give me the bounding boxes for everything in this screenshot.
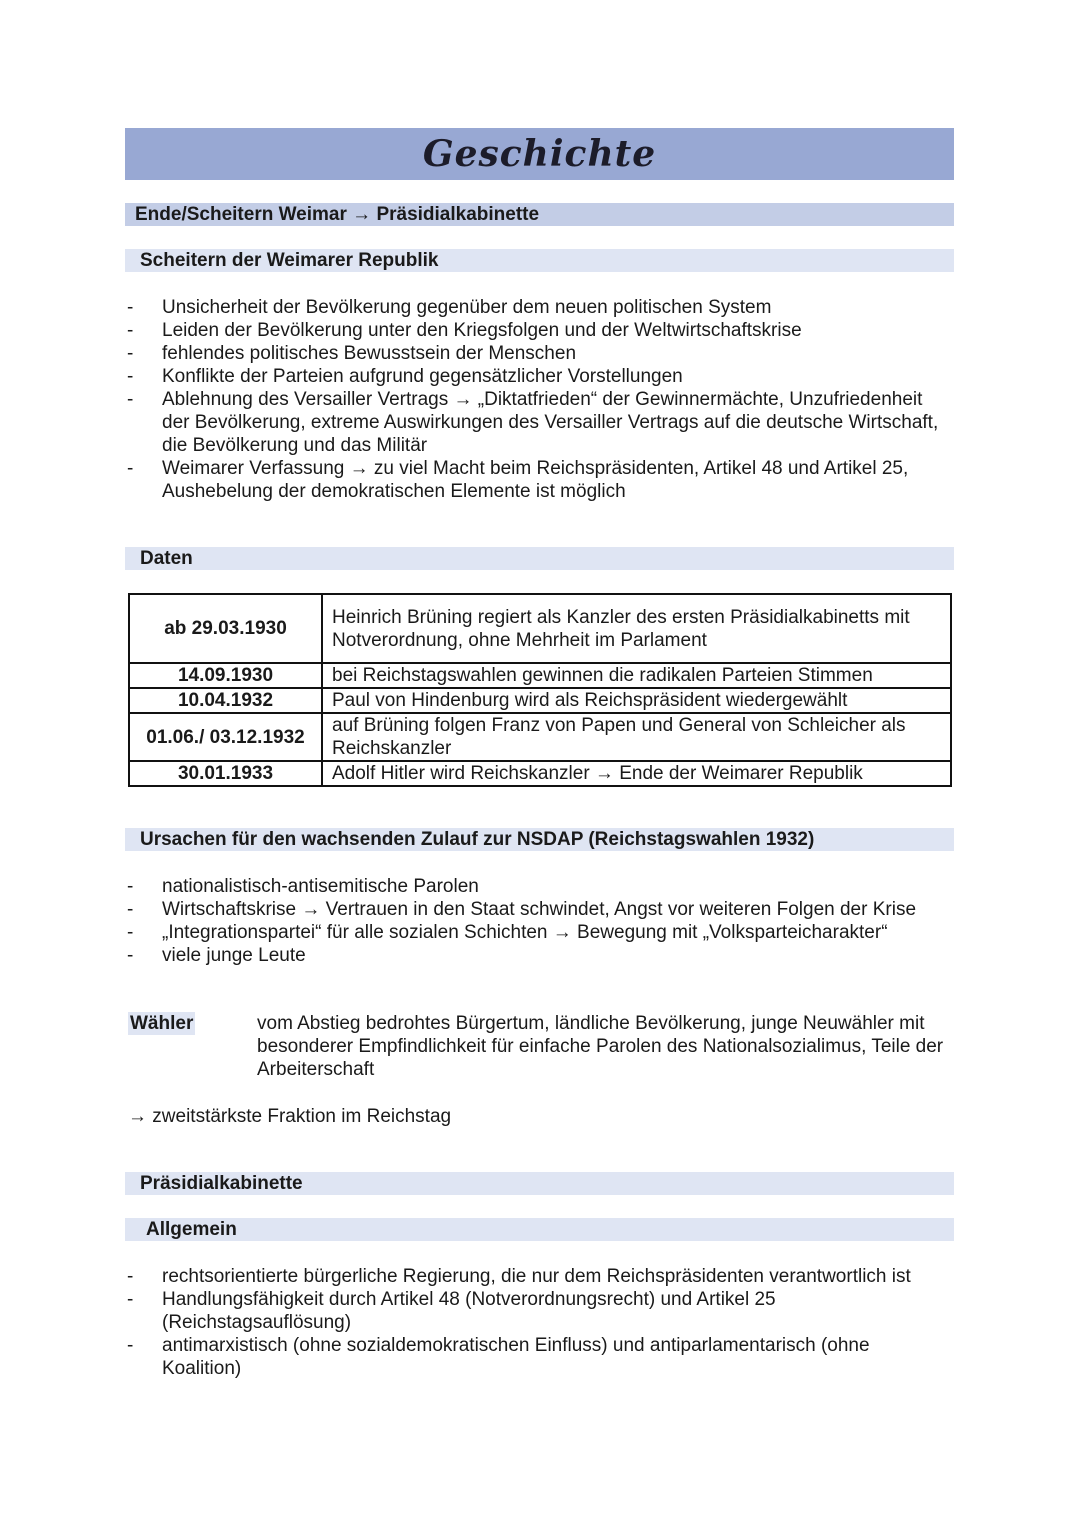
section-heading-praesidial: Präsidialkabinette xyxy=(125,1172,954,1195)
list-item: - rechtsorientierte bürgerliche Regierung, die nur dem Reichspräsidenten verantwortlich ist xyxy=(127,1266,911,1287)
section-heading-scheitern: Scheitern der Weimarer Republik xyxy=(125,249,954,272)
list-item: - viele junge Leute xyxy=(127,945,306,966)
list-item: - Unsicherheit der Bevölkerung gegenüber dem neuen politischen System xyxy=(127,297,772,318)
date-cell: 14.09.1930 xyxy=(129,663,322,688)
subsection-heading-allgemein: Allgemein xyxy=(125,1218,954,1241)
table-row xyxy=(129,761,951,786)
event-cell: Adolf Hitler wird Reichskanzler → Ende der Weimarer Republik xyxy=(322,761,951,786)
date-cell: 01.06./ 03.12.1932 xyxy=(129,713,322,761)
page-title: Geschichte xyxy=(422,133,657,175)
date-cell: 10.04.1932 xyxy=(129,688,322,713)
list-item: - nationalistisch-antisemitische Parolen xyxy=(127,876,479,897)
table-row xyxy=(129,594,951,663)
table-row xyxy=(129,688,951,713)
waehler-text: vom Abstieg bedrohtes Bürgertum, ländliche Bevölkerung, junge Neuwähler mit besonderer Empfindlichkeit für einfache Parolen des Nationalsozialimus, Teile der Arbeiterschaft xyxy=(257,1013,944,1080)
scheitern-list xyxy=(127,296,952,503)
list-item: - Ablehnung des Versailler Vertrags → „Diktatfrieden“ der Gewinnermächte, Unzufriedenheit der Bevölkerung, extreme Auswirkungen des Versailler Vertrags auf die deutsche Wirtschaft, die Bevölkerung und das Militär xyxy=(127,389,939,456)
event-cell: auf Brüning folgen Franz von Papen und General von Schleicher als Reichskanzler xyxy=(322,713,951,761)
dates-table xyxy=(128,593,952,787)
section-heading-daten: Daten xyxy=(125,547,954,570)
list-item: - Leiden der Bevölkerung unter den Kriegsfolgen und der Weltwirtschaftskrise xyxy=(127,320,802,341)
date-cell: ab 29.03.1930 xyxy=(129,594,322,663)
table-row xyxy=(129,713,951,761)
waehler-label: Wähler xyxy=(130,1013,194,1034)
list-item: - „Integrationspartei“ für alle sozialen Schichten → Bewegung mit „Volksparteicharakter“ xyxy=(127,922,888,943)
conclusion-text: → zweitstärkste Fraktion im Reichstag xyxy=(128,1106,452,1127)
ursachen-list xyxy=(127,875,927,967)
list-item: - Konflikte der Parteien aufgrund gegensätzlicher Vorstellungen xyxy=(127,366,683,387)
table-row xyxy=(129,663,951,688)
title-banner xyxy=(125,128,954,180)
event-cell: Paul von Hindenburg wird als Reichspräsident wiedergewählt xyxy=(322,688,951,713)
topic-heading: Ende/Scheitern Weimar → Präsidialkabinette xyxy=(125,203,954,226)
section-heading-ursachen: Ursachen für den wachsenden Zulauf zur NSDAP (Reichstagswahlen 1932) xyxy=(125,828,954,851)
list-item: - Weimarer Verfassung → zu viel Macht beim Reichspräsidenten, Artikel 48 und Artikel 25, Aushebelung der demokratischen Elemente ist möglich xyxy=(127,458,909,502)
list-item: - Wirtschaftskrise → Vertrauen in den Staat schwindet, Angst vor weiteren Folgen der Krise xyxy=(127,899,917,920)
date-cell: 30.01.1933 xyxy=(129,761,322,786)
list-item: - Handlungsfähigkeit durch Artikel 48 (Notverordnungsrecht) und Artikel 25 (Reichstagsauflösung) xyxy=(127,1289,776,1333)
list-item: - fehlendes politisches Bewusstsein der Menschen xyxy=(127,343,577,364)
list-item: - antimarxistisch (ohne sozialdemokratischen Einfluss) und antiparlamentarisch (ohne Koalition) xyxy=(127,1335,870,1379)
event-cell: bei Reichstagswahlen gewinnen die radikalen Parteien Stimmen xyxy=(322,663,951,688)
event-cell: Heinrich Brüning regiert als Kanzler des ersten Präsidialkabinetts mit Notverordnung, ohne Mehrheit im Parlament xyxy=(322,594,951,663)
praesidial-list xyxy=(127,1265,952,1380)
